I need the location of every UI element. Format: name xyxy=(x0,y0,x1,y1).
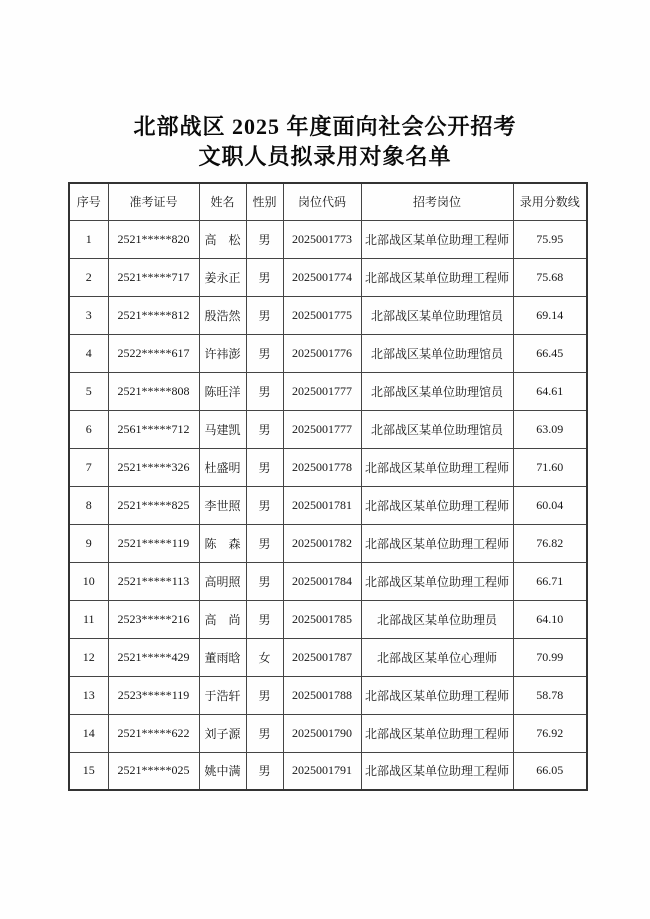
cell-name: 于浩轩 xyxy=(199,676,246,714)
cell-seq: 10 xyxy=(69,562,108,600)
cell-id: 2523*****119 xyxy=(108,676,199,714)
cell-sex: 男 xyxy=(246,562,283,600)
cell-score: 66.45 xyxy=(513,334,587,372)
cell-post: 北部战区某单位助理馆员 xyxy=(361,296,513,334)
cell-id: 2521*****113 xyxy=(108,562,199,600)
cell-sex: 男 xyxy=(246,486,283,524)
table-row xyxy=(69,638,587,676)
cell-score: 69.14 xyxy=(513,296,587,334)
cell-code: 2025001790 xyxy=(283,714,361,752)
cell-code: 2025001774 xyxy=(283,258,361,296)
cell-seq: 12 xyxy=(69,638,108,676)
cell-score: 58.78 xyxy=(513,676,587,714)
column-header-score: 录用分数线 xyxy=(513,183,587,220)
cell-sex: 男 xyxy=(246,714,283,752)
cell-name: 姚中满 xyxy=(199,752,246,790)
page-title xyxy=(0,112,650,172)
cell-post: 北部战区某单位助理工程师 xyxy=(361,562,513,600)
table-body xyxy=(69,220,587,790)
cell-id: 2521*****622 xyxy=(108,714,199,752)
cell-sex: 男 xyxy=(246,372,283,410)
cell-post: 北部战区某单位助理馆员 xyxy=(361,410,513,448)
cell-score: 76.82 xyxy=(513,524,587,562)
cell-post: 北部战区某单位助理工程师 xyxy=(361,676,513,714)
cell-id: 2521*****812 xyxy=(108,296,199,334)
cell-seq: 1 xyxy=(69,220,108,258)
cell-score: 64.10 xyxy=(513,600,587,638)
table-row xyxy=(69,258,587,296)
cell-post: 北部战区某单位助理馆员 xyxy=(361,334,513,372)
cell-name: 高 松 xyxy=(199,220,246,258)
cell-id: 2521*****119 xyxy=(108,524,199,562)
cell-score: 75.95 xyxy=(513,220,587,258)
cell-sex: 男 xyxy=(246,448,283,486)
cell-id: 2521*****825 xyxy=(108,486,199,524)
cell-id: 2521*****820 xyxy=(108,220,199,258)
cell-sex: 男 xyxy=(246,258,283,296)
cell-sex: 男 xyxy=(246,600,283,638)
cell-id: 2521*****429 xyxy=(108,638,199,676)
cell-sex: 男 xyxy=(246,410,283,448)
table-row xyxy=(69,220,587,258)
cell-sex: 男 xyxy=(246,334,283,372)
table-row xyxy=(69,676,587,714)
cell-sex: 女 xyxy=(246,638,283,676)
cell-post: 北部战区某单位助理工程师 xyxy=(361,714,513,752)
cell-score: 70.99 xyxy=(513,638,587,676)
table-row xyxy=(69,714,587,752)
cell-code: 2025001775 xyxy=(283,296,361,334)
table-row xyxy=(69,448,587,486)
table-header xyxy=(69,183,587,220)
cell-name: 高明照 xyxy=(199,562,246,600)
cell-id: 2521*****717 xyxy=(108,258,199,296)
cell-code: 2025001777 xyxy=(283,410,361,448)
cell-name: 陈旺洋 xyxy=(199,372,246,410)
cell-score: 66.71 xyxy=(513,562,587,600)
cell-code: 2025001791 xyxy=(283,752,361,790)
table-row xyxy=(69,524,587,562)
cell-id: 2521*****808 xyxy=(108,372,199,410)
cell-seq: 9 xyxy=(69,524,108,562)
cell-score: 63.09 xyxy=(513,410,587,448)
column-header-id: 准考证号 xyxy=(108,183,199,220)
cell-score: 66.05 xyxy=(513,752,587,790)
cell-name: 陈 森 xyxy=(199,524,246,562)
column-header-seq: 序号 xyxy=(69,183,108,220)
cell-post: 北部战区某单位助理工程师 xyxy=(361,258,513,296)
cell-name: 杜盛明 xyxy=(199,448,246,486)
cell-sex: 男 xyxy=(246,676,283,714)
table-row xyxy=(69,334,587,372)
cell-score: 76.92 xyxy=(513,714,587,752)
cell-code: 2025001785 xyxy=(283,600,361,638)
table-row xyxy=(69,372,587,410)
cell-post: 北部战区某单位助理工程师 xyxy=(361,752,513,790)
cell-code: 2025001787 xyxy=(283,638,361,676)
column-header-post: 招考岗位 xyxy=(361,183,513,220)
cell-score: 75.68 xyxy=(513,258,587,296)
cell-seq: 8 xyxy=(69,486,108,524)
cell-score: 64.61 xyxy=(513,372,587,410)
page-title-line2: 文职人员拟录用对象名单 xyxy=(198,144,452,169)
cell-seq: 14 xyxy=(69,714,108,752)
cell-name: 马建凯 xyxy=(199,410,246,448)
cell-seq: 6 xyxy=(69,410,108,448)
cell-score: 60.04 xyxy=(513,486,587,524)
column-header-sex: 性别 xyxy=(246,183,283,220)
cell-code: 2025001788 xyxy=(283,676,361,714)
cell-code: 2025001777 xyxy=(283,372,361,410)
cell-post: 北部战区某单位助理工程师 xyxy=(361,220,513,258)
column-header-name: 姓名 xyxy=(199,183,246,220)
cell-code: 2025001776 xyxy=(283,334,361,372)
cell-seq: 2 xyxy=(69,258,108,296)
cell-code: 2025001781 xyxy=(283,486,361,524)
cell-name: 姜永正 xyxy=(199,258,246,296)
cell-name: 李世照 xyxy=(199,486,246,524)
cell-code: 2025001778 xyxy=(283,448,361,486)
cell-seq: 5 xyxy=(69,372,108,410)
cell-seq: 3 xyxy=(69,296,108,334)
cell-name: 殷浩然 xyxy=(199,296,246,334)
cell-sex: 男 xyxy=(246,296,283,334)
table-row xyxy=(69,752,587,790)
table-row xyxy=(69,562,587,600)
cell-sex: 男 xyxy=(246,752,283,790)
cell-score: 71.60 xyxy=(513,448,587,486)
cell-seq: 11 xyxy=(69,600,108,638)
cell-code: 2025001773 xyxy=(283,220,361,258)
roster-table xyxy=(68,182,588,791)
cell-name: 许祎澎 xyxy=(199,334,246,372)
cell-post: 北部战区某单位助理工程师 xyxy=(361,448,513,486)
cell-post: 北部战区某单位助理工程师 xyxy=(361,524,513,562)
cell-seq: 13 xyxy=(69,676,108,714)
cell-seq: 4 xyxy=(69,334,108,372)
cell-seq: 7 xyxy=(69,448,108,486)
cell-sex: 男 xyxy=(246,220,283,258)
cell-name: 高 尚 xyxy=(199,600,246,638)
cell-seq: 15 xyxy=(69,752,108,790)
cell-post: 北部战区某单位助理馆员 xyxy=(361,372,513,410)
cell-id: 2523*****216 xyxy=(108,600,199,638)
cell-id: 2522*****617 xyxy=(108,334,199,372)
cell-name: 董雨晗 xyxy=(199,638,246,676)
cell-code: 2025001782 xyxy=(283,524,361,562)
cell-id: 2521*****025 xyxy=(108,752,199,790)
page-title-line1: 北部战区 2025 年度面向社会公开招考 xyxy=(133,114,517,139)
header-row xyxy=(69,183,587,220)
table-row xyxy=(69,486,587,524)
cell-post: 北部战区某单位助理工程师 xyxy=(361,486,513,524)
table-row xyxy=(69,600,587,638)
cell-sex: 男 xyxy=(246,524,283,562)
cell-name: 刘子源 xyxy=(199,714,246,752)
cell-id: 2561*****712 xyxy=(108,410,199,448)
cell-post: 北部战区某单位心理师 xyxy=(361,638,513,676)
table-row xyxy=(69,410,587,448)
cell-id: 2521*****326 xyxy=(108,448,199,486)
cell-code: 2025001784 xyxy=(283,562,361,600)
cell-post: 北部战区某单位助理员 xyxy=(361,600,513,638)
table-row xyxy=(69,296,587,334)
column-header-code: 岗位代码 xyxy=(283,183,361,220)
